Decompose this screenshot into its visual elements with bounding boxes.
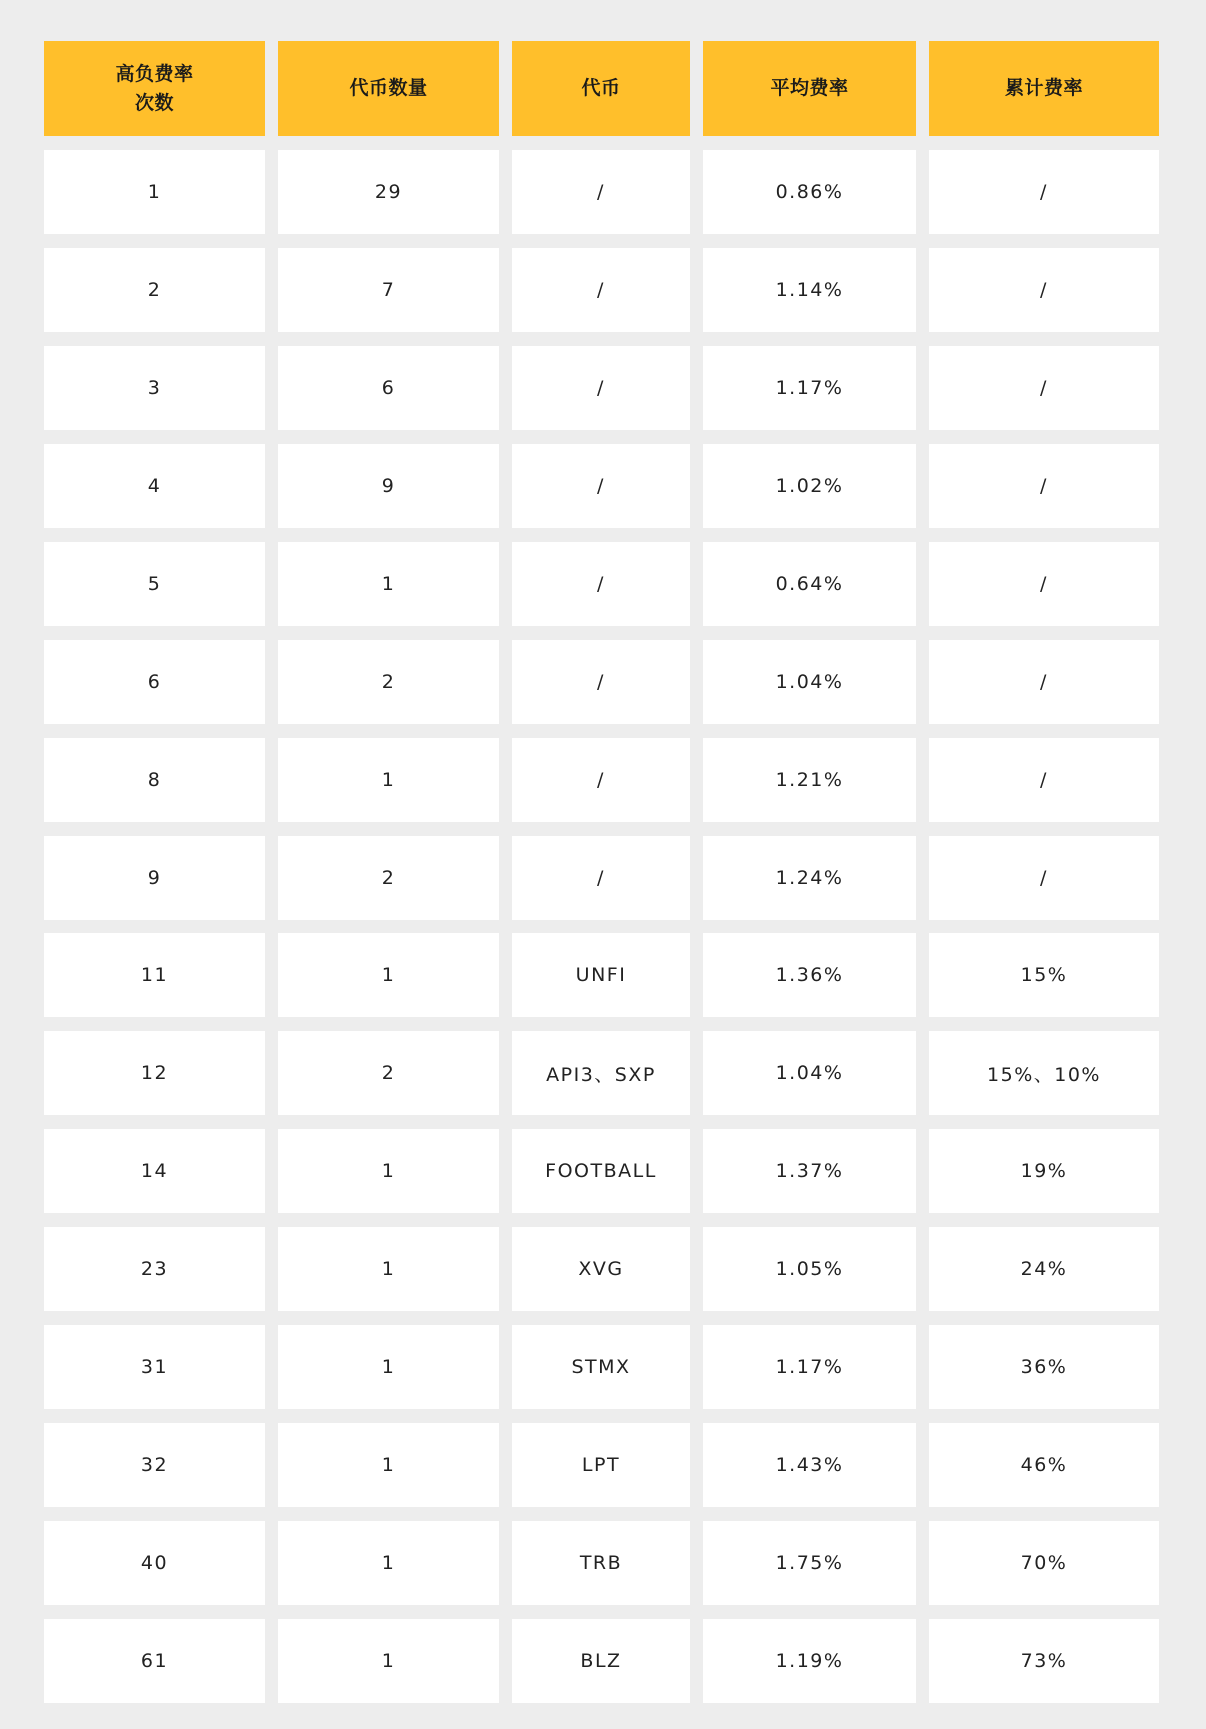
cumulative-rate-cell: / — [929, 444, 1159, 528]
token-count-cell: 2 — [278, 836, 499, 920]
count-cell: 4 — [44, 444, 265, 528]
average-rate-cell: 1.04% — [703, 1031, 916, 1115]
count-cell: 32 — [44, 1423, 265, 1507]
count-cell: 5 — [44, 542, 265, 626]
token-cell: / — [512, 346, 690, 430]
token-count-cell: 1 — [278, 1423, 499, 1507]
header-high-negative-count: 高负费率 次数 — [44, 41, 265, 136]
token-count-cell: 2 — [278, 1031, 499, 1115]
average-rate-cell: 1.17% — [703, 346, 916, 430]
token-count-cell: 1 — [278, 1129, 499, 1213]
count-cell: 2 — [44, 248, 265, 332]
count-cell: 3 — [44, 346, 265, 430]
token-count-cell: 2 — [278, 640, 499, 724]
average-rate-cell: 1.19% — [703, 1619, 916, 1703]
average-rate-cell: 1.24% — [703, 836, 916, 920]
token-cell: API3、SXP — [512, 1031, 690, 1115]
token-cell: / — [512, 640, 690, 724]
token-count-cell: 1 — [278, 933, 499, 1017]
cumulative-rate-cell: 73% — [929, 1619, 1159, 1703]
average-rate-cell: 0.64% — [703, 542, 916, 626]
count-cell: 31 — [44, 1325, 265, 1409]
cumulative-rate-cell: / — [929, 150, 1159, 234]
count-cell: 6 — [44, 640, 265, 724]
token-cell: LPT — [512, 1423, 690, 1507]
cumulative-rate-cell: / — [929, 640, 1159, 724]
token-cell: / — [512, 444, 690, 528]
cumulative-rate-cell: 46% — [929, 1423, 1159, 1507]
average-rate-cell: 1.36% — [703, 933, 916, 1017]
cumulative-rate-cell: 15% — [929, 933, 1159, 1017]
count-cell: 23 — [44, 1227, 265, 1311]
token-cell: / — [512, 248, 690, 332]
average-rate-cell: 1.04% — [703, 640, 916, 724]
header-token: 代币 — [512, 41, 690, 136]
token-cell: / — [512, 150, 690, 234]
cumulative-rate-cell: / — [929, 542, 1159, 626]
cumulative-rate-cell: 36% — [929, 1325, 1159, 1409]
count-cell: 12 — [44, 1031, 265, 1115]
token-count-cell: 1 — [278, 1521, 499, 1605]
cumulative-rate-cell: 19% — [929, 1129, 1159, 1213]
count-cell: 14 — [44, 1129, 265, 1213]
cumulative-rate-cell: / — [929, 738, 1159, 822]
count-cell: 9 — [44, 836, 265, 920]
average-rate-cell: 1.75% — [703, 1521, 916, 1605]
token-cell: UNFI — [512, 933, 690, 1017]
header-cumulative-rate: 累计费率 — [929, 41, 1159, 136]
cumulative-rate-cell: 15%、10% — [929, 1031, 1159, 1115]
funding-rate-table — [44, 41, 1160, 1703]
token-cell: FOOTBALL — [512, 1129, 690, 1213]
token-count-cell: 1 — [278, 1325, 499, 1409]
header-average-rate: 平均费率 — [703, 41, 916, 136]
average-rate-cell: 1.02% — [703, 444, 916, 528]
average-rate-cell: 0.86% — [703, 150, 916, 234]
token-count-cell: 1 — [278, 1619, 499, 1703]
token-count-cell: 9 — [278, 444, 499, 528]
count-cell: 61 — [44, 1619, 265, 1703]
cumulative-rate-cell: / — [929, 836, 1159, 920]
cumulative-rate-cell: / — [929, 346, 1159, 430]
token-count-cell: 29 — [278, 150, 499, 234]
average-rate-cell: 1.37% — [703, 1129, 916, 1213]
count-cell: 40 — [44, 1521, 265, 1605]
token-count-cell: 1 — [278, 1227, 499, 1311]
average-rate-cell: 1.05% — [703, 1227, 916, 1311]
token-cell: STMX — [512, 1325, 690, 1409]
token-count-cell: 6 — [278, 346, 499, 430]
average-rate-cell: 1.17% — [703, 1325, 916, 1409]
token-cell: BLZ — [512, 1619, 690, 1703]
token-count-cell: 7 — [278, 248, 499, 332]
token-cell: / — [512, 542, 690, 626]
token-cell: TRB — [512, 1521, 690, 1605]
count-cell: 11 — [44, 933, 265, 1017]
token-cell: XVG — [512, 1227, 690, 1311]
average-rate-cell: 1.14% — [703, 248, 916, 332]
token-count-cell: 1 — [278, 738, 499, 822]
token-cell: / — [512, 738, 690, 822]
average-rate-cell: 1.43% — [703, 1423, 916, 1507]
cumulative-rate-cell: / — [929, 248, 1159, 332]
cumulative-rate-cell: 70% — [929, 1521, 1159, 1605]
count-cell: 8 — [44, 738, 265, 822]
token-cell: / — [512, 836, 690, 920]
token-count-cell: 1 — [278, 542, 499, 626]
header-token-count: 代币数量 — [278, 41, 499, 136]
count-cell: 1 — [44, 150, 265, 234]
average-rate-cell: 1.21% — [703, 738, 916, 822]
cumulative-rate-cell: 24% — [929, 1227, 1159, 1311]
